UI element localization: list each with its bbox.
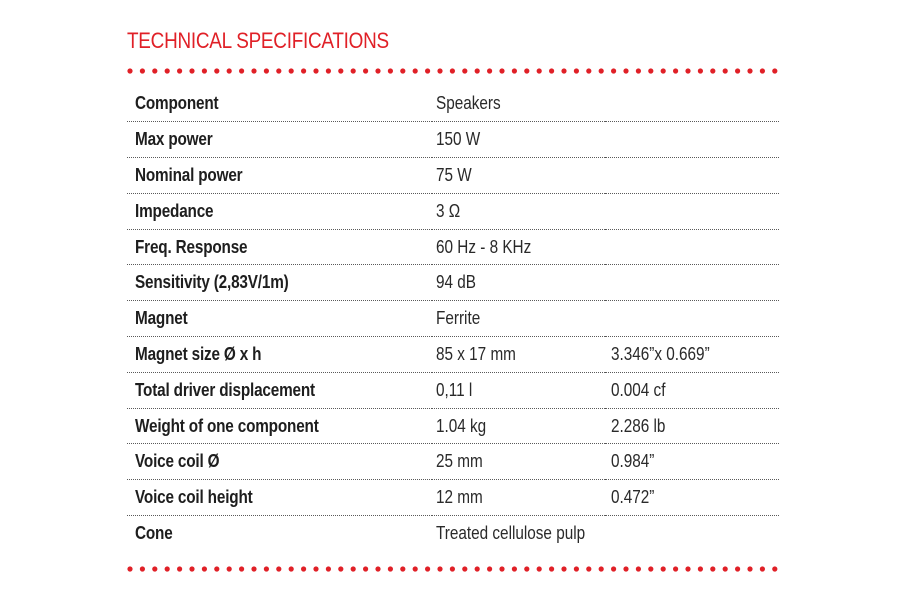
dot-row: [127, 566, 779, 572]
spec-value: 150 W: [436, 129, 481, 150]
spec-row: [127, 480, 779, 516]
spec-value-cell: [432, 444, 605, 480]
spec-value-cell: [432, 86, 605, 122]
spec-row: [127, 193, 779, 229]
spec-label-cell: [127, 480, 432, 516]
spec-imperial-value: 0.984”: [611, 451, 655, 472]
spec-row: [127, 229, 779, 265]
spec-row: [127, 158, 779, 194]
spec-label-cell: [127, 122, 432, 158]
spec-label: Cone: [135, 523, 173, 544]
spec-value-cell: [432, 229, 605, 265]
spec-label-cell: [127, 301, 432, 337]
spec-label-cell: [127, 158, 432, 194]
spec-label: Freq. Response: [135, 236, 248, 257]
spec-value-cell: [432, 122, 605, 158]
spec-label: Magnet: [135, 308, 188, 329]
spec-value: Speakers: [436, 93, 501, 114]
section-title: TECHNICAL SPECIFICATIONS: [127, 28, 389, 53]
spec-imperial-value: 3.346”x 0.669”: [611, 343, 710, 364]
spec-row: [127, 337, 779, 373]
spec-label-cell: [127, 265, 432, 301]
spec-imperial-cell: [605, 480, 779, 516]
spec-label-cell: [127, 337, 432, 373]
spec-imperial-cell: [605, 229, 779, 265]
spec-imperial-cell: [605, 86, 779, 122]
spec-label: Nominal power: [135, 164, 243, 185]
spec-label: Weight of one component: [135, 415, 319, 436]
spec-row: [127, 408, 779, 444]
spec-label-cell: [127, 516, 432, 552]
spec-value-cell: [432, 516, 605, 552]
spec-row: [127, 372, 779, 408]
spec-imperial-value: 0.472”: [611, 487, 655, 508]
spec-row: [127, 265, 779, 301]
spec-value: Ferrite: [436, 308, 481, 329]
spec-label: Voice coil Ø: [135, 451, 220, 472]
dot-row: [127, 68, 779, 74]
spec-value: 60 Hz - 8 KHz: [436, 236, 532, 257]
spec-value-cell: [432, 408, 605, 444]
spec-label-cell: [127, 372, 432, 408]
spec-value: 25 mm: [436, 451, 483, 472]
spec-row: [127, 301, 779, 337]
spec-label: Voice coil height: [135, 487, 253, 508]
spec-imperial-value: 0.004 cf: [611, 379, 666, 400]
spec-value: 0,11 l: [436, 379, 473, 400]
spec-label: Total driver displacement: [135, 379, 315, 400]
spec-imperial-cell: [605, 408, 779, 444]
spec-value: 94 dB: [436, 272, 476, 293]
spec-value: 3 Ω: [436, 200, 461, 221]
spec-value: 12 mm: [436, 487, 483, 508]
spec-label: Sensitivity (2,83V/1m): [135, 272, 289, 293]
spec-imperial-cell: [605, 122, 779, 158]
spec-label: Magnet size Ø x h: [135, 343, 262, 364]
spec-value-cell: [432, 193, 605, 229]
spec-table-body: [127, 86, 779, 551]
spec-value: Treated cellulose pulp: [436, 523, 586, 544]
spec-value-cell: [432, 372, 605, 408]
spec-row: [127, 122, 779, 158]
spec-imperial-cell: [605, 444, 779, 480]
spec-value: 1.04 kg: [436, 415, 487, 436]
spec-imperial-cell: [605, 337, 779, 373]
spec-label-cell: [127, 444, 432, 480]
spec-imperial-value: 2.286 lb: [611, 415, 666, 436]
spec-imperial-cell: [605, 301, 779, 337]
spec-value-cell: [432, 265, 605, 301]
spec-imperial-cell: [605, 516, 779, 552]
spec-value-cell: [432, 301, 605, 337]
spec-imperial-cell: [605, 193, 779, 229]
spec-imperial-cell: [605, 158, 779, 194]
spec-row: [127, 444, 779, 480]
spec-value-cell: [432, 158, 605, 194]
spec-imperial-cell: [605, 372, 779, 408]
spec-label-cell: [127, 193, 432, 229]
dotted-divider-bottom: [127, 566, 779, 572]
spec-row: [127, 86, 779, 122]
spec-table: [127, 86, 779, 551]
spec-value: 75 W: [436, 164, 472, 185]
spec-label: Component: [135, 93, 219, 114]
spec-label-cell: [127, 86, 432, 122]
spec-value-cell: [432, 480, 605, 516]
spec-label: Impedance: [135, 200, 214, 221]
spec-imperial-cell: [605, 265, 779, 301]
spec-label-cell: [127, 229, 432, 265]
spec-label-cell: [127, 408, 432, 444]
spec-row: [127, 516, 779, 552]
spec-value: 85 x 17 mm: [436, 343, 516, 364]
spec-value-cell: [432, 337, 605, 373]
dotted-divider-top: [127, 68, 779, 74]
spec-label: Max power: [135, 129, 213, 150]
